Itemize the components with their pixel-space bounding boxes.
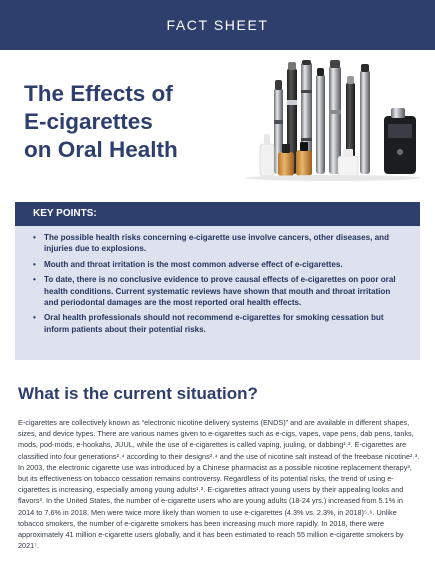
pen-device-4: [316, 68, 325, 174]
key-points-header: [15, 202, 420, 226]
banner-label: FACT SHEET: [166, 17, 269, 33]
bullet-icon: •: [33, 259, 36, 269]
section-paragraph: E-cigarettes are collectively known as “electronic nicotine delivery systems (ENDS)” and are available in different shapes, sizes, and device types. There are various names given to e-cigarettes such as e-cigs, vapes, vape pens, dab pens, tanks, mods, pod-mods, e-hookahs, JUUL, while the use of e-cigarettes is called vaping, juuling, or dabbing¹˒². E-cigarettes are classified into four generations²˒⁴ according to their designs²˒⁴ and the use of nicotine salt instead of the freebase nicotine²˒³. In 2003, the electronic cigarette use was introduced by a Chinese pharmacist as a possible nicotine replacement therapy³, but its effectiveness on tobacco cessation remains controversy. Regardless of its potential risks, the trend of using e-cigarettes is increasing, especially among young adults¹˒². E-cigarettes attract young users by their appealing looks and flavors³. In the United States, the number of e-cigarette users who are young adults (18-24 yrs.) increased from 5.1% in 2014 to 7.6% in 2018. Men were twice more likely than women to use e-cigarettes (4.3% vs. 2.3%, in 2018)⁵˒⁶. Unlike tobacco smokers, the number of e-cigarette smokers has been increasing much more rapidly. In 2018, there were approximately 41 million e-cigarette users globally, and it has been estimated to reach 55 million e-cigarette smokers by 2021⁷.: [18, 418, 420, 551]
title-line-2: E-cigarettes: [24, 109, 153, 134]
key-point-text: Oral health professionals should not recommend e-cigarettes for smoking cessation but inform patients about their potential risks.: [44, 313, 384, 334]
key-points-title: KEY POINTS:: [33, 208, 97, 219]
product-shadow: [246, 175, 420, 181]
box-mod-device: [384, 108, 416, 174]
key-points-list: [33, 232, 405, 339]
e-cigarette-devices-photo: [238, 60, 420, 188]
key-point-text: To date, there is no conclusive evidence to prove causal effects of e-cigarettes on poor oral health conditions. Current systematic reviews have shown that mouth and throat irritation and periodontal damages are the most reported oral health effects.: [44, 275, 396, 308]
key-point-item: [33, 259, 405, 270]
key-point-item: [33, 274, 405, 308]
key-point-item: [33, 232, 405, 255]
bullet-icon: •: [33, 275, 36, 285]
document-title: [24, 80, 224, 164]
title-line-1: The Effects of: [24, 81, 173, 106]
key-points-box: [15, 226, 420, 360]
fact-sheet-banner: [0, 0, 435, 50]
key-point-item: [33, 312, 405, 335]
key-point-text: Mouth and throat irritation is the most common adverse effect of e-cigarettes.: [44, 259, 343, 269]
title-line-3: on Oral Health: [24, 137, 178, 162]
bullet-icon: •: [33, 313, 36, 323]
section-heading: What is the current situation?: [18, 384, 258, 403]
key-point-text: The possible health risks concerning e-cigarette use involve cancers, other diseases, and injuries due to explosions.: [44, 233, 390, 254]
bullet-icon: •: [33, 233, 36, 242]
pen-device-7: [360, 64, 370, 174]
